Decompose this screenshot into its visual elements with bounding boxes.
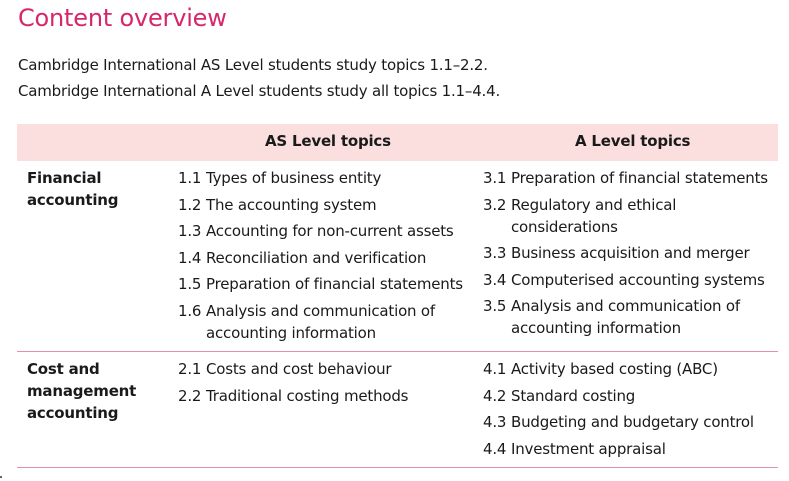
topic-item — [483, 242, 773, 264]
topic-text: Regulatory and ethical considerations — [511, 195, 677, 236]
topic-number: 4.1 — [483, 360, 507, 378]
as-topics-list — [178, 167, 468, 348]
topic-text: Preparation of financial statements — [511, 169, 768, 187]
section-label-line: accounting — [27, 191, 119, 209]
header-as-level: AS Level topics — [265, 132, 391, 150]
content-table — [17, 124, 778, 468]
section-financial-accounting — [17, 161, 778, 352]
intro-a-level: Cambridge International A Level students study all topics 1.1–4.4. — [18, 82, 501, 100]
topic-item — [483, 269, 773, 291]
topic-item — [483, 438, 773, 460]
topic-text: The accounting system — [206, 195, 377, 214]
topic-text: Analysis and communication of accounting information — [511, 297, 740, 337]
topic-item — [483, 385, 773, 407]
topic-text: Investment appraisal — [511, 439, 666, 458]
section-label — [27, 358, 136, 424]
topic-text: Accounting for non-current assets — [206, 222, 454, 240]
topic-number: 3.2 — [483, 195, 507, 214]
topic-item — [178, 247, 468, 269]
topic-number: 1.4 — [178, 248, 202, 267]
topic-number: 2.1 — [178, 360, 202, 378]
topic-text: Preparation of financial statements — [206, 275, 463, 293]
topic-item — [483, 194, 773, 238]
as-topics-list — [178, 358, 468, 411]
topic-number: 2.2 — [178, 386, 202, 405]
topic-item — [178, 273, 468, 295]
topic-item — [178, 385, 468, 407]
topic-number: 3.3 — [483, 244, 507, 262]
topic-text: Standard costing — [511, 386, 636, 405]
table-header-row — [17, 124, 778, 161]
section-label-line: management — [27, 382, 137, 400]
page-title: Content overview — [18, 4, 227, 32]
a-topics-list — [483, 167, 773, 344]
topic-number: 3.1 — [483, 169, 507, 187]
topic-item — [178, 167, 468, 189]
topic-item — [178, 220, 468, 242]
topic-text: Types of business entity — [206, 169, 382, 187]
topic-item — [483, 358, 773, 380]
topic-item — [483, 167, 773, 189]
topic-text: Analysis and communication of accounting information — [206, 301, 435, 342]
section-label-line: Financial — [27, 169, 102, 187]
header-a-level: A Level topics — [575, 132, 691, 150]
topic-text: Budgeting and budgetary control — [511, 413, 754, 431]
topic-number: 1.3 — [178, 222, 202, 240]
topic-text: Activity based costing (ABC) — [511, 360, 718, 378]
topic-text: Computerised accounting systems — [511, 270, 765, 289]
topic-number: 4.4 — [483, 439, 507, 458]
intro-as-level: Cambridge International AS Level students study topics 1.1–2.2. — [18, 56, 488, 74]
a-topics-list — [483, 358, 773, 464]
topic-item — [178, 300, 468, 344]
topic-text: Costs and cost behaviour — [206, 360, 392, 378]
topic-item — [483, 411, 773, 433]
topic-text: Traditional costing methods — [206, 386, 409, 405]
topic-number: 3.5 — [483, 297, 507, 315]
section-cost-management-accounting — [17, 352, 778, 468]
section-label-line: accounting — [27, 404, 119, 422]
topic-number: 1.6 — [178, 301, 202, 320]
topic-number: 1.1 — [178, 169, 202, 187]
topic-item — [178, 194, 468, 216]
topic-number: 1.2 — [178, 195, 202, 214]
topic-item — [178, 358, 468, 380]
section-label-line: Cost and — [27, 360, 100, 378]
topic-number: 4.3 — [483, 413, 507, 431]
topic-text: Reconciliation and verification — [206, 248, 427, 267]
page-mark — [0, 476, 2, 478]
topic-item — [483, 295, 773, 339]
topic-number: 3.4 — [483, 270, 507, 289]
topic-number: 4.2 — [483, 386, 507, 405]
topic-text: Business acquisition and merger — [511, 244, 750, 262]
topic-number: 1.5 — [178, 275, 202, 293]
section-label — [27, 167, 118, 211]
